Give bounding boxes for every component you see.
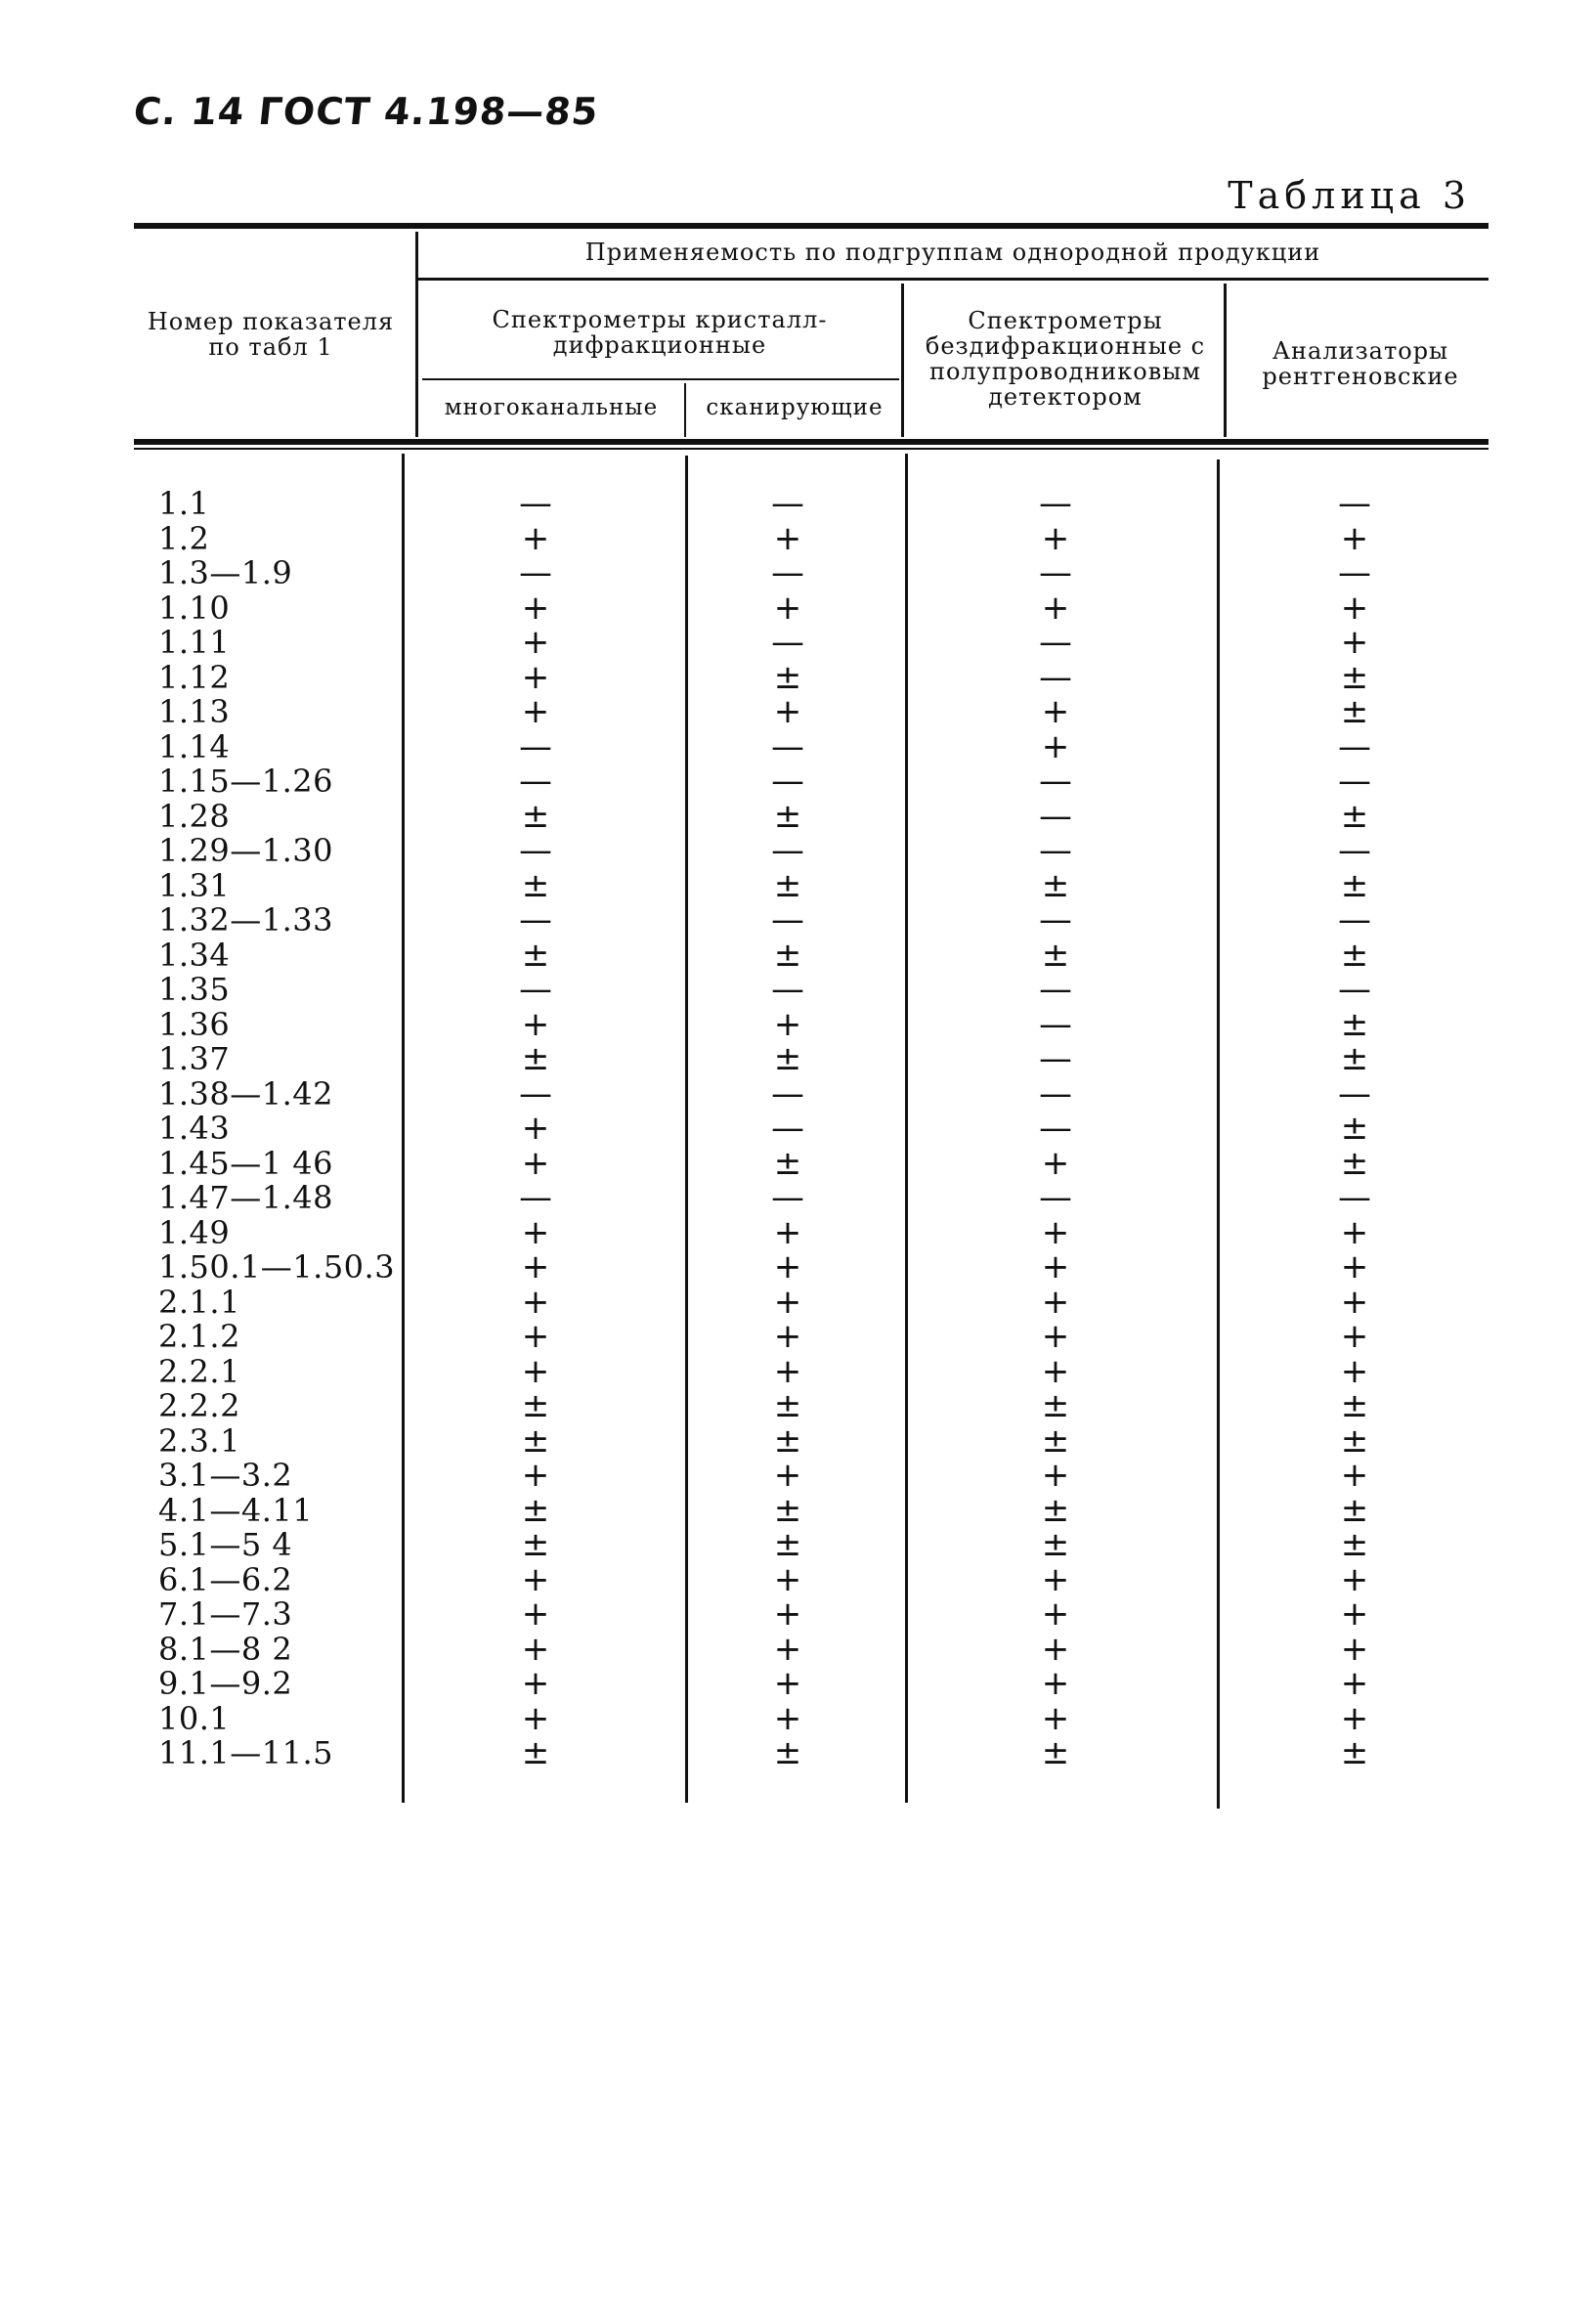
cell-analyzers: — [1338, 726, 1371, 766]
cell-multichannel: + [521, 1456, 550, 1495]
cell-nondiffraction: — [1039, 831, 1072, 870]
cell-multichannel: + [521, 1664, 550, 1703]
cell-scanning: ± [773, 657, 802, 697]
cell-nondiffraction: — [1039, 1004, 1072, 1044]
cell-analyzers: + [1340, 1698, 1369, 1738]
table-row [0, 1594, 1596, 1634]
cell-analyzers: ± [1340, 1733, 1369, 1772]
cell-multichannel: ± [521, 1386, 550, 1425]
table-row [0, 1386, 1596, 1425]
cell-nondiffraction: + [1041, 1212, 1070, 1252]
table-row [0, 1456, 1596, 1495]
header-scanning: сканирующие [706, 395, 884, 420]
table-row [0, 1525, 1596, 1564]
table-row [0, 796, 1596, 836]
cell-analyzers: + [1340, 1629, 1369, 1669]
cell-multichannel: ± [521, 1733, 550, 1772]
cell-analyzers: — [1338, 831, 1371, 870]
table-row [0, 1073, 1596, 1113]
header-bottom-rule-thin [134, 448, 1488, 450]
cell-multichannel: + [521, 623, 550, 662]
cell-scanning: + [773, 1456, 802, 1495]
cell-multichannel: ± [521, 1039, 550, 1078]
row-number: 1.3—1.9 [158, 554, 293, 591]
row-number: 1.38—1.42 [158, 1074, 333, 1113]
applicability-underline [418, 278, 1488, 281]
cell-analyzers: ± [1340, 657, 1369, 697]
cell-multichannel: — [519, 484, 552, 523]
cell-analyzers: + [1340, 1282, 1369, 1322]
cell-nondiffraction: — [1039, 484, 1072, 523]
cell-nondiffraction: — [1039, 1073, 1072, 1113]
table-top-rule [134, 223, 1488, 229]
cell-multichannel: + [521, 588, 550, 628]
cell-analyzers: + [1340, 1456, 1369, 1495]
row-number: 1.50.1—1.50.3 [158, 1248, 396, 1286]
header-divider-4 [1224, 284, 1227, 437]
cell-multichannel: + [521, 1317, 550, 1356]
header-divider-2 [684, 383, 686, 437]
cell-analyzers: ± [1340, 1420, 1369, 1461]
cell-analyzers: + [1340, 1594, 1369, 1634]
cell-analyzers: + [1340, 623, 1369, 662]
row-number: 6.1—6.2 [158, 1560, 293, 1598]
row-number: 1.34 [158, 936, 231, 974]
row-number: 1.12 [158, 658, 231, 696]
row-number: 2.3.1 [158, 1421, 240, 1460]
cell-nondiffraction: ± [1041, 1525, 1070, 1564]
cell-nondiffraction: + [1041, 1317, 1070, 1356]
cell-scanning: + [773, 1247, 802, 1287]
row-number: 7.1—7.3 [158, 1595, 293, 1633]
cell-scanning: + [773, 1212, 802, 1252]
cell-nondiffraction: — [1039, 657, 1072, 697]
cell-scanning: ± [773, 796, 802, 836]
cell-nondiffraction: ± [1041, 865, 1070, 905]
cell-multichannel: + [521, 1351, 550, 1391]
cell-multichannel: + [521, 1698, 550, 1738]
table-row [0, 726, 1596, 766]
cell-nondiffraction: + [1041, 1698, 1070, 1738]
cell-multichannel: + [521, 1004, 550, 1044]
cell-multichannel: + [521, 1594, 550, 1634]
cell-scanning: + [773, 1594, 802, 1634]
cell-scanning: — [771, 900, 804, 939]
table-row [0, 831, 1596, 870]
cell-scanning: ± [773, 1490, 802, 1530]
row-number: 1.15—1.26 [158, 763, 333, 800]
cell-multichannel: ± [521, 1420, 550, 1461]
cell-multichannel: + [521, 518, 550, 558]
table-row [0, 657, 1596, 697]
cell-scanning: — [771, 484, 804, 523]
table-row [0, 935, 1596, 975]
cell-analyzers: + [1340, 518, 1369, 558]
cell-nondiffraction: + [1041, 1143, 1070, 1183]
row-number: 8.1—8 2 [158, 1630, 293, 1668]
table-row [0, 1039, 1596, 1078]
cell-nondiffraction: ± [1041, 1420, 1070, 1461]
cell-scanning: ± [773, 865, 802, 905]
cell-analyzers: — [1338, 900, 1371, 939]
header-applicability: Применяемость по подгруппам однородной продукции [584, 239, 1321, 266]
table-row [0, 1559, 1596, 1599]
cell-scanning: + [773, 1004, 802, 1044]
cell-multichannel: + [521, 1143, 550, 1183]
cell-analyzers: ± [1340, 1490, 1369, 1530]
row-number: 1.32—1.33 [158, 901, 333, 938]
cell-analyzers: ± [1340, 692, 1369, 731]
cell-scanning: ± [773, 1143, 802, 1183]
table-row [0, 1698, 1596, 1738]
cell-multichannel: — [519, 762, 552, 801]
header-divider-1 [415, 232, 418, 437]
row-number: 9.1—9.2 [158, 1665, 293, 1702]
cell-multichannel: + [521, 1282, 550, 1322]
cell-scanning: — [771, 553, 804, 592]
cell-analyzers: ± [1340, 1386, 1369, 1425]
cell-analyzers: + [1340, 1317, 1369, 1356]
row-number: 1.29—1.30 [158, 832, 333, 869]
table-row [0, 900, 1596, 939]
crystal-underline [422, 378, 899, 380]
table-row [0, 1733, 1596, 1772]
cell-scanning: + [773, 1282, 802, 1322]
cell-nondiffraction: + [1041, 1351, 1070, 1391]
table-row [0, 865, 1596, 905]
cell-scanning: — [771, 623, 804, 662]
cell-analyzers: + [1340, 588, 1369, 628]
cell-multichannel: — [519, 726, 552, 766]
cell-analyzers: — [1338, 762, 1371, 801]
row-number: 1.43 [158, 1110, 231, 1147]
cell-nondiffraction: + [1041, 726, 1070, 766]
cell-nondiffraction: ± [1041, 1386, 1070, 1425]
cell-nondiffraction: + [1041, 692, 1070, 731]
cell-analyzers: ± [1340, 1143, 1369, 1183]
cell-scanning: — [771, 1178, 804, 1217]
cell-analyzers: ± [1340, 935, 1369, 975]
cell-analyzers: ± [1340, 1039, 1369, 1078]
cell-analyzers: — [1338, 1073, 1371, 1113]
row-number: 1.31 [158, 866, 231, 904]
row-number: 1.13 [158, 693, 231, 730]
cell-analyzers: + [1340, 1664, 1369, 1703]
cell-scanning: — [771, 831, 804, 870]
cell-scanning: ± [773, 1525, 802, 1564]
table-row [0, 623, 1596, 662]
cell-multichannel: + [521, 1247, 550, 1287]
cell-nondiffraction: ± [1041, 1490, 1070, 1530]
row-number: 1.10 [158, 589, 231, 627]
cell-multichannel: + [521, 1109, 550, 1148]
cell-scanning: — [771, 726, 804, 766]
cell-scanning: + [773, 518, 802, 558]
row-number: 2.2.1 [158, 1352, 240, 1390]
cell-multichannel: ± [521, 935, 550, 975]
cell-analyzers: + [1340, 1559, 1369, 1599]
table-row [0, 518, 1596, 558]
cell-multichannel: — [519, 1178, 552, 1217]
table-row [0, 1664, 1596, 1703]
header-crystal-diffraction: Спектрометры кристалл-дифракционные [492, 306, 828, 359]
cell-analyzers: + [1340, 1351, 1369, 1391]
table-row [0, 1490, 1596, 1530]
cell-multichannel: + [521, 692, 550, 731]
row-number: 10.1 [158, 1699, 231, 1737]
cell-multichannel: ± [521, 796, 550, 836]
row-number: 11.1—11.5 [158, 1734, 333, 1771]
page-header: С. 14 ГОСТ 4.198—85 [131, 90, 601, 133]
cell-nondiffraction: + [1041, 1247, 1070, 1287]
cell-analyzers: — [1338, 1178, 1371, 1217]
row-number: 4.1—4.11 [158, 1491, 314, 1529]
cell-scanning: + [773, 1698, 802, 1738]
cell-analyzers: + [1340, 1247, 1369, 1287]
cell-multichannel: — [519, 831, 552, 870]
cell-multichannel: ± [521, 1525, 550, 1564]
cell-nondiffraction: — [1039, 1109, 1072, 1148]
cell-nondiffraction: — [1039, 796, 1072, 836]
table-row [0, 553, 1596, 592]
header-row-label: Номер показателя по табл 1 [147, 308, 395, 361]
table-row [0, 1004, 1596, 1044]
table-row [0, 1351, 1596, 1391]
header-divider-3 [901, 284, 904, 437]
table-row [0, 1109, 1596, 1148]
table-row [0, 764, 1596, 800]
row-number: 2.2.2 [158, 1387, 240, 1424]
cell-analyzers: ± [1340, 1004, 1369, 1044]
cell-nondiffraction: + [1041, 1629, 1070, 1669]
cell-scanning: — [771, 1073, 804, 1113]
cell-scanning: + [773, 1629, 802, 1669]
cell-analyzers: — [1338, 553, 1371, 592]
header-multichannel: многоканальные [444, 395, 659, 420]
table-row [0, 1629, 1596, 1669]
header-bottom-rule [134, 439, 1488, 445]
row-number: 1.14 [158, 727, 231, 765]
row-number: 1.1 [158, 485, 210, 522]
cell-scanning: ± [773, 1733, 802, 1772]
row-number: 1.35 [158, 971, 231, 1008]
table-row [0, 970, 1596, 1009]
cell-scanning: ± [773, 935, 802, 975]
cell-nondiffraction: + [1041, 588, 1070, 628]
row-number: 2.1.1 [158, 1283, 240, 1321]
header-analyzers: Анализаторы рентгеновские [1262, 337, 1459, 390]
cell-scanning: + [773, 1317, 802, 1356]
cell-nondiffraction: + [1041, 1282, 1070, 1322]
cell-nondiffraction: — [1039, 762, 1072, 801]
cell-multichannel: — [519, 1073, 552, 1113]
cell-multichannel: + [521, 1559, 550, 1599]
cell-nondiffraction: — [1039, 900, 1072, 939]
table-row [0, 1282, 1596, 1322]
table-row [0, 1212, 1596, 1252]
cell-multichannel: — [519, 900, 552, 939]
cell-nondiffraction: + [1041, 1664, 1070, 1703]
row-number: 1.28 [158, 797, 231, 835]
cell-analyzers: + [1340, 1212, 1369, 1252]
row-number: 1.49 [158, 1213, 231, 1251]
row-number: 1.47—1.48 [158, 1179, 333, 1216]
cell-analyzers: ± [1340, 1525, 1369, 1564]
row-number: 1.45—1 46 [158, 1144, 333, 1182]
cell-analyzers: ± [1340, 1109, 1369, 1148]
cell-scanning: ± [773, 1039, 802, 1078]
cell-nondiffraction: ± [1041, 1733, 1070, 1772]
row-number: 5.1—5 4 [158, 1526, 293, 1563]
cell-scanning: + [773, 1559, 802, 1599]
table-row [0, 1420, 1596, 1461]
cell-nondiffraction: ± [1041, 935, 1070, 975]
cell-analyzers: ± [1340, 796, 1369, 836]
table-row [0, 1247, 1596, 1287]
cell-nondiffraction: — [1039, 1039, 1072, 1078]
cell-nondiffraction: — [1039, 970, 1072, 1009]
row-number: 2.1.2 [158, 1318, 240, 1355]
cell-nondiffraction: + [1041, 1559, 1070, 1599]
cell-multichannel: ± [521, 865, 550, 905]
cell-multichannel: — [519, 553, 552, 592]
row-number: 1.2 [158, 519, 210, 557]
cell-multichannel: + [521, 1212, 550, 1252]
cell-scanning: + [773, 588, 802, 628]
table-row [0, 484, 1596, 523]
row-number: 1.36 [158, 1005, 231, 1043]
table-row [0, 1317, 1596, 1356]
cell-multichannel: + [521, 1629, 550, 1669]
cell-scanning: — [771, 970, 804, 1009]
cell-scanning: + [773, 692, 802, 731]
cell-multichannel: ± [521, 1490, 550, 1530]
row-number: 1.11 [158, 624, 231, 661]
cell-nondiffraction: + [1041, 1594, 1070, 1634]
row-number: 3.1—3.2 [158, 1457, 293, 1494]
cell-nondiffraction: + [1041, 518, 1070, 558]
cell-analyzers: — [1338, 970, 1371, 1009]
cell-scanning: + [773, 1664, 802, 1703]
cell-analyzers: ± [1340, 865, 1369, 905]
row-number: 1.37 [158, 1040, 231, 1077]
cell-scanning: ± [773, 1386, 802, 1425]
table-row [0, 1143, 1596, 1183]
cell-nondiffraction: — [1039, 553, 1072, 592]
cell-multichannel: — [519, 970, 552, 1009]
cell-nondiffraction: — [1039, 623, 1072, 662]
cell-nondiffraction: — [1039, 1178, 1072, 1217]
table-row [0, 1178, 1596, 1217]
cell-scanning: ± [773, 1420, 802, 1461]
cell-scanning: — [771, 762, 804, 801]
table-row [0, 692, 1596, 731]
cell-scanning: — [771, 1109, 804, 1148]
cell-nondiffraction: + [1041, 1456, 1070, 1495]
cell-scanning: + [773, 1351, 802, 1391]
header-nondiffraction: Спектрометры бездифракционные с полупроводниковым детектором [925, 307, 1206, 411]
cell-analyzers: — [1338, 484, 1371, 523]
cell-multichannel: + [521, 657, 550, 697]
table-caption: Таблица 3 [1228, 174, 1471, 217]
table-row [0, 588, 1596, 628]
